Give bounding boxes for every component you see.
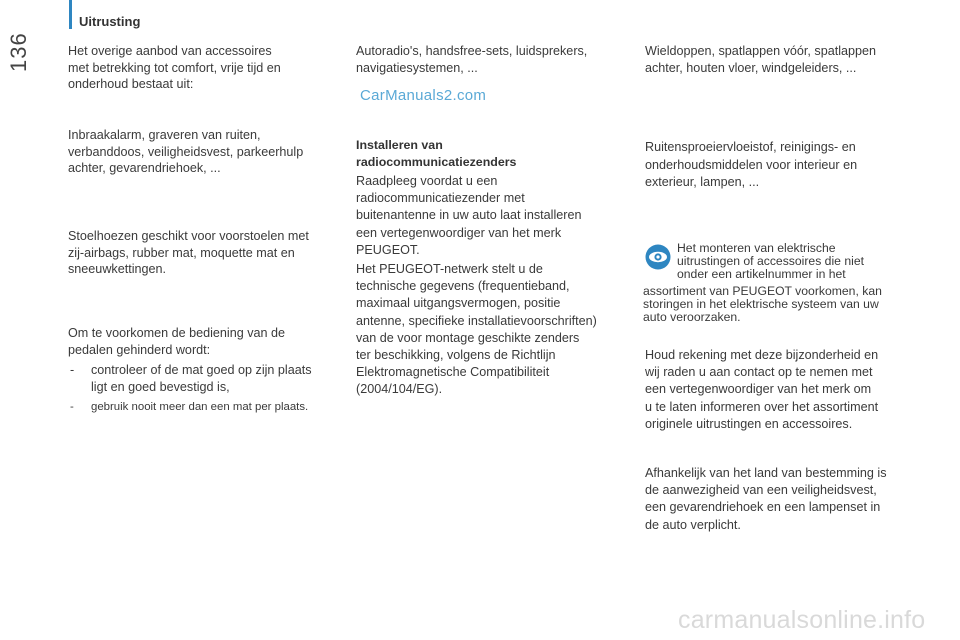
text-line: PEUGEOT. <box>356 242 420 257</box>
text-line: een vertegenwoordiger van het merk <box>356 225 562 240</box>
text-line: exterieur, lampen, ... <box>645 175 760 189</box>
col3-advice-paragraph <box>645 347 878 433</box>
text-line: zij-airbags, rubber mat, moquette mat en <box>68 245 295 260</box>
col3-maintenance-products <box>645 139 857 192</box>
section-title: Uitrusting <box>79 14 141 29</box>
text-line: onderhoudsmiddelen voor interieur en <box>645 157 858 172</box>
col2-consult-paragraph <box>356 173 581 259</box>
text-line: pedalen gehinderd wordt: <box>68 342 211 357</box>
text-line: de auto verplicht. <box>645 517 741 532</box>
col1-intro <box>68 43 281 93</box>
text-line: een vertegenwoordiger van het merk om <box>645 382 872 397</box>
text-line: Raadpleeg voordat u een <box>356 174 498 188</box>
text-line: achter, gevarendriehoek, ... <box>68 161 221 175</box>
text-line: verbanddoos, veiligheidsvest, parkeerhulp <box>68 144 304 159</box>
text-line: ter beschikking, volgens de Richtlijn <box>356 348 556 363</box>
text-line: onder een artikelnummer in het <box>677 267 846 282</box>
col3-country-paragraph <box>645 465 887 534</box>
col1-security-accessories <box>68 127 303 177</box>
note-text-full <box>643 285 882 325</box>
text-line: storingen in het elektrische systeem van uw <box>643 297 879 312</box>
note-text-indented <box>677 242 864 282</box>
text-line: Elektromagnetische Compatibiliteit <box>356 365 550 380</box>
list-item-text <box>91 399 308 416</box>
text-line: van de voor montage geschikte zenders <box>356 330 580 345</box>
text-line: technische gegevens (frequentieband, <box>356 279 570 294</box>
text-line: met betrekking tot comfort, vrije tijd en <box>68 60 281 75</box>
text-line: gebruik nooit meer dan een mat per plaats. <box>91 401 309 413</box>
text-line: maximaal uitgangsvermogen, positie <box>356 296 561 311</box>
text-line: controleer of de mat goed op zijn plaats <box>91 363 312 377</box>
text-line: onderhoud bestaat uit: <box>68 77 194 91</box>
text-line: Wieldoppen, spatlappen vóór, spatlappen <box>645 44 877 58</box>
watermark-carmanualsonline: carmanualsonline.info <box>678 606 926 634</box>
col3-body-accessories <box>645 43 876 76</box>
text-line: Het monteren van elektrische <box>677 241 836 255</box>
text-line: een gevarendriehoek en een lampenset in <box>645 500 881 515</box>
list-item <box>70 362 350 396</box>
text-line: auto veroorzaken. <box>643 310 741 325</box>
eye-icon <box>645 244 671 270</box>
text-line: achter, houten vloer, windgeleiders, ... <box>645 60 857 75</box>
page-number: 136 <box>6 32 31 72</box>
watermark-carmanuals2: CarManuals2.com <box>360 87 487 104</box>
col2-network-paragraph <box>356 261 597 399</box>
list-item-text <box>91 362 312 395</box>
text-line: sneeuwkettingen. <box>68 262 167 276</box>
col1-seat-covers <box>68 228 309 278</box>
text-line: (2004/104/EG). <box>356 382 443 397</box>
text-line: antenne, specifieke installatievoorschriften) <box>356 313 597 328</box>
list-dash: - <box>70 363 75 377</box>
text-line: ligt en goed bevestigd is, <box>91 379 230 394</box>
col2-audio-accessories <box>356 43 587 76</box>
text-line: Inbraakalarm, graveren van ruiten, <box>68 128 261 142</box>
list-item <box>70 399 350 417</box>
text-line: wij raden u aan contact op te nemen met <box>645 365 873 380</box>
list-dash: - <box>70 401 74 413</box>
section-accent-bar <box>69 0 72 29</box>
text-line: Om te voorkomen de bediening van de <box>68 326 286 340</box>
text-line: Ruitensproeiervloeistof, reinigings- en <box>645 140 856 154</box>
text-line: u te laten informeren over het assortiment <box>645 399 879 414</box>
heading-line: Installeren van <box>356 138 443 152</box>
text-line: radiocommunicatiezender met <box>356 191 525 206</box>
text-line: navigatiesystemen, ... <box>356 60 478 75</box>
radio-installation-heading <box>356 137 516 171</box>
text-line: Het PEUGEOT-netwerk stelt u de <box>356 262 543 276</box>
col1-pedal-warning <box>68 325 285 358</box>
text-line: originele uitrustingen en accessoires. <box>645 416 853 431</box>
text-line: Autoradio's, handsfree-sets, luidsprekers, <box>356 44 588 58</box>
text-line: Stoelhoezen geschikt voor voorstoelen met <box>68 229 309 243</box>
heading-line: radiocommunicatiezenders <box>356 155 517 169</box>
text-line: assortiment van PEUGEOT voorkomen, kan <box>643 284 882 298</box>
text-line: Afhankelijk van het land van bestemming is <box>645 466 887 480</box>
text-line: uitrustingen of accessoires die niet <box>677 254 864 269</box>
text-line: de aanwezigheid van een veiligheidsvest, <box>645 483 877 498</box>
text-line: buitenantenne in uw auto laat installeren <box>356 208 582 223</box>
text-line: Het overige aanbod van accessoires <box>68 44 272 58</box>
text-line: Houd rekening met deze bijzonderheid en <box>645 348 879 362</box>
